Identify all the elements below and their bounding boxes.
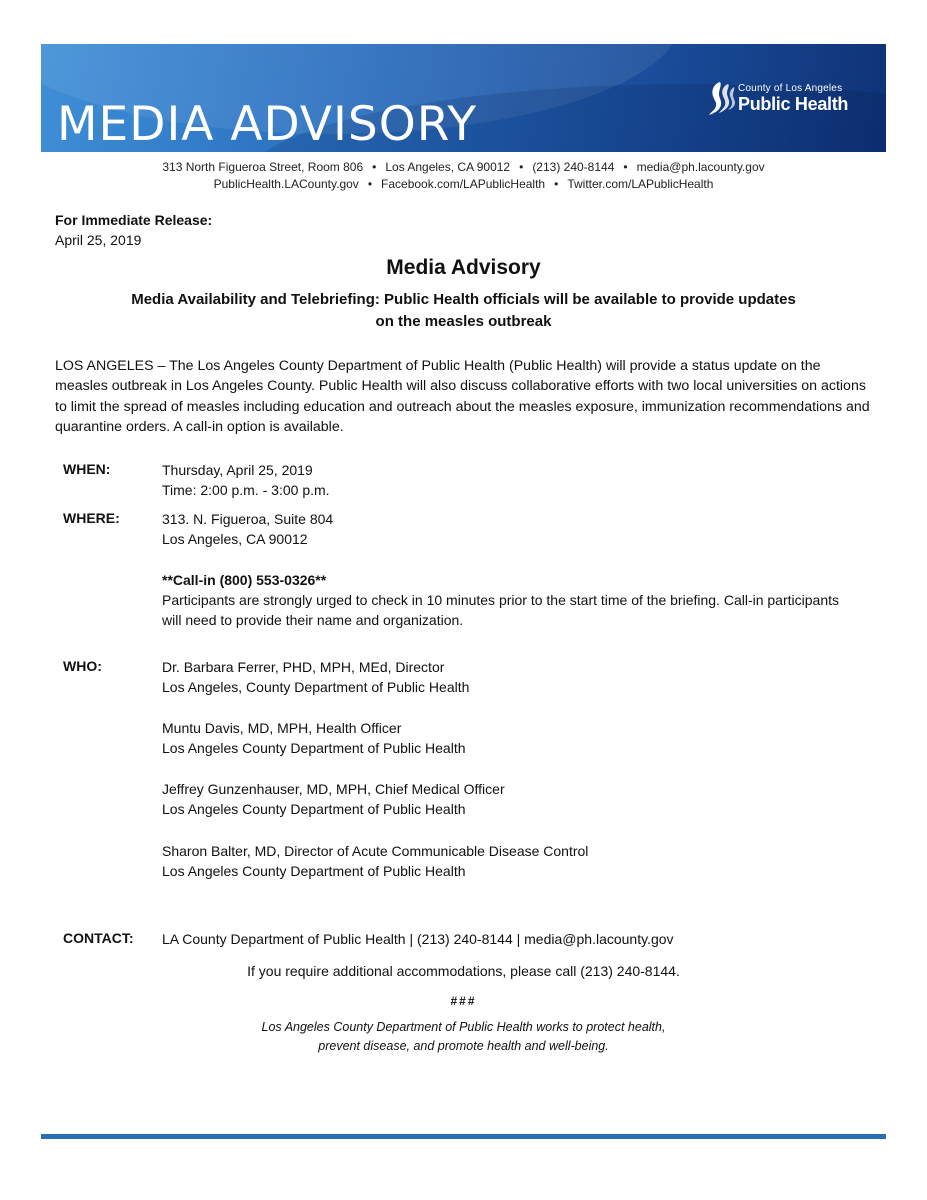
person-name: Jeffrey Gunzenhauser, MD, MPH, Chief Medical Officer: [162, 781, 505, 797]
where-street: 313. N. Figueroa, Suite 804: [162, 511, 334, 527]
separator-dot: •: [372, 160, 377, 174]
phone-text: (213) 240-8144: [532, 160, 615, 174]
when-label: WHEN:: [63, 461, 111, 477]
who-person: [162, 657, 469, 698]
intro-paragraph: LOS ANGELES – The Los Angeles County Department of Public Health (Public Health) will provide a status update on the measles outbreak in Los Angeles County. Public Health will also discuss collaborative efforts with two local universities on actions to limit the spread of measles including education and outreach about the measles exposure, immunization recommendations and quarantine orders. A call-in option is available.: [55, 358, 870, 435]
banner-title: MEDIA ADVISORY: [57, 97, 478, 152]
release-label: For Immediate Release:: [55, 212, 213, 228]
who-label: WHO:: [63, 658, 102, 674]
city-text: Los Angeles, CA 90012: [385, 160, 511, 174]
public-health-logo: [706, 78, 866, 118]
who-person: [162, 718, 466, 759]
email-link[interactable]: media@ph.lacounty.gov: [636, 160, 765, 174]
tagline-line: Los Angeles County Department of Public Health works to protect health,: [261, 1020, 666, 1034]
where-details: [162, 509, 333, 550]
person-org: Los Angeles County Department of Public Health: [162, 740, 466, 757]
callin-note: Participants are strongly urged to check in 10 minutes prior to the start time of the briefing. Call-in participants will need to provide their name and organization.: [162, 592, 839, 629]
when-date: Thursday, April 25, 2019: [162, 462, 313, 478]
logo-main-text: Public Health: [738, 94, 849, 114]
release-date: April 25, 2019: [55, 232, 142, 248]
footer-rule: [41, 1134, 886, 1139]
person-org: Los Angeles County Department of Public Health: [162, 801, 466, 818]
separator-dot: •: [367, 177, 373, 191]
separator-dot: •: [623, 160, 628, 174]
logo-county-text: County of Los Angeles: [738, 83, 843, 94]
mission-tagline: [41, 1018, 886, 1056]
profile-faces-icon: [706, 78, 736, 118]
end-mark: ###: [450, 994, 477, 1008]
callin-number: **Call-in (800) 553-0326**: [162, 572, 327, 588]
when-time: Time: 2:00 p.m. - 3:00 p.m.: [162, 482, 330, 499]
website-link[interactable]: PublicHealth.LACounty.gov: [213, 177, 359, 191]
header-banner: [41, 44, 886, 152]
when-details: [162, 460, 330, 501]
separator-dot: •: [519, 160, 524, 174]
who-person: [162, 779, 505, 820]
subtitle-line: on the measles outbreak: [375, 313, 552, 330]
document-title: Media Advisory: [386, 256, 541, 279]
accommodations-note: If you require additional accommodations, please call (213) 240-8144.: [247, 963, 680, 979]
contact-value: LA County Department of Public Health | (213) 240-8144 | media@ph.lacounty.gov: [162, 931, 674, 947]
facebook-link[interactable]: Facebook.com/LAPublicHealth: [381, 177, 546, 191]
twitter-link[interactable]: Twitter.com/LAPublicHealth: [567, 177, 714, 191]
person-name: Muntu Davis, MD, MPH, Health Officer: [162, 720, 402, 736]
contact-line-web: [41, 177, 886, 191]
contact-label: CONTACT:: [63, 930, 134, 946]
address-text: 313 North Figueroa Street, Room 806: [162, 160, 364, 174]
separator-dot: •: [554, 177, 559, 191]
where-city: Los Angeles, CA 90012: [162, 531, 308, 548]
person-org: Los Angeles, County Department of Public Health: [162, 679, 470, 696]
tagline-line: prevent disease, and promote health and well-being.: [318, 1039, 609, 1053]
person-name: Sharon Balter, MD, Director of Acute Communicable Disease Control: [162, 843, 589, 859]
subtitle-line: Media Availability and Telebriefing: Public Health officials will be available to provide updates: [131, 291, 796, 308]
document-subtitle: [60, 289, 867, 333]
where-label: WHERE:: [63, 510, 120, 526]
person-name: Dr. Barbara Ferrer, PHD, MPH, MEd, Director: [162, 659, 445, 675]
contact-line-address: [41, 160, 886, 174]
who-person: [162, 841, 588, 882]
person-org: Los Angeles County Department of Public Health: [162, 863, 466, 880]
